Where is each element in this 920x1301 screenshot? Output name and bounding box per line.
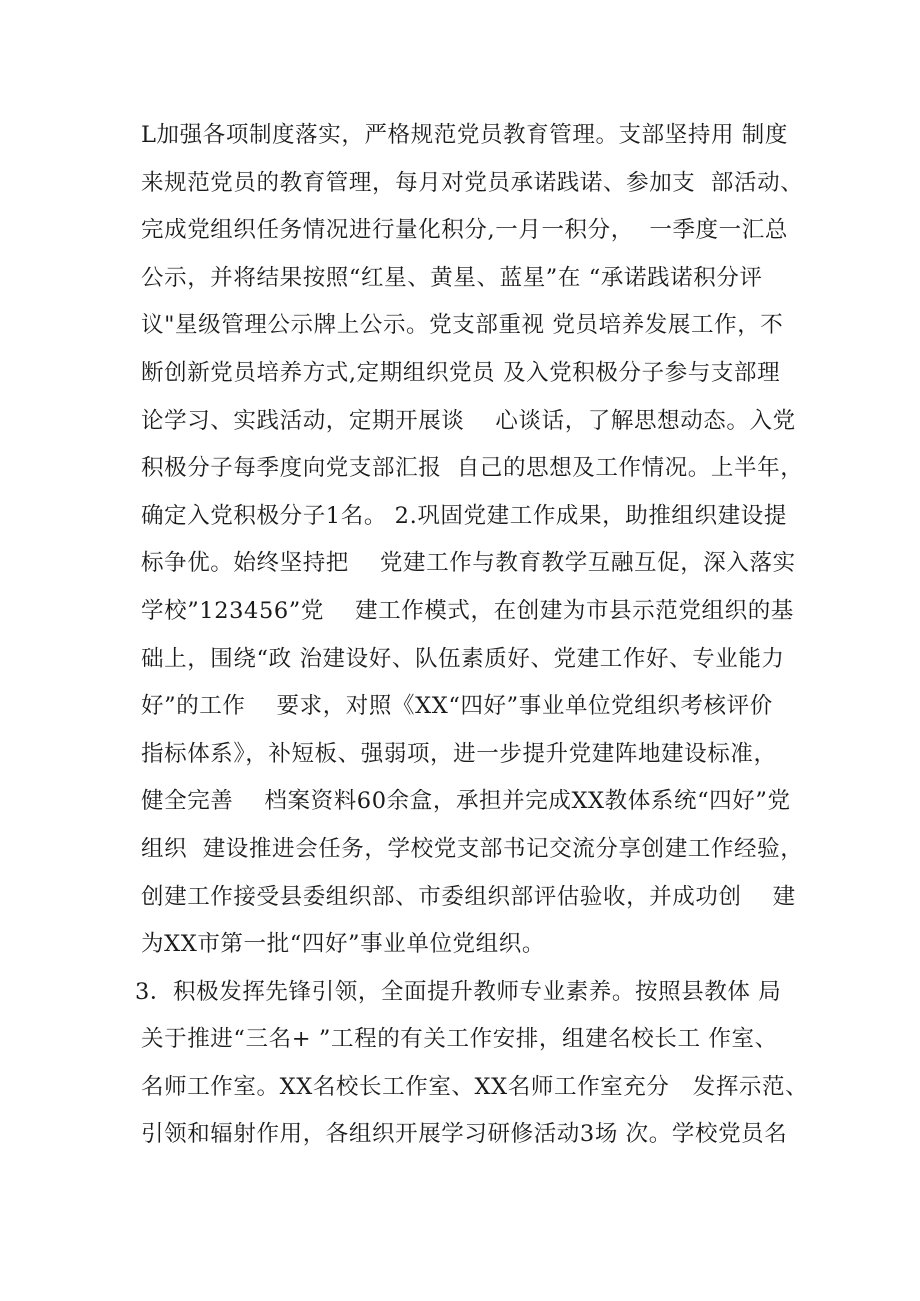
text-line: 引领和辐射作用，各组织开展学习研修活动3场 次。学校党员名 xyxy=(141,1121,788,1148)
text-line: 指标体系》，补短板、强弱项，进一步提升党建阵地建设标准， xyxy=(141,740,777,767)
text-line: 论学习、实践活动，定期开展谈 心谈话，了解思想动态。入党 xyxy=(141,407,796,434)
text-line: 础上，围绕“政 治建设好、队伍素质好、党建工作好、专业能力 xyxy=(141,645,785,672)
text-line: 学校”123456”党 建工作模式，在创建为市县示范党组织的基 xyxy=(141,597,794,624)
text-line: L加强各项制度落实，严格规范党员教育管理。支部坚持用 制度 xyxy=(141,122,788,148)
text-line: 健全完善 档案资料60余盒，承担并完成XX教体系统“四好”党 xyxy=(141,788,791,815)
text-line: 完成党组织任务情况进行量化积分,一月一积分， 一季度一汇总 xyxy=(141,217,788,244)
text-line: 创建工作接受县委组织部、市委组织部评估验收，并成功创 建 xyxy=(141,883,796,910)
text-line: 确定入党积极分子1名。 2.巩固党建工作成果，助推组织建设提 xyxy=(141,502,787,529)
text-line: 来规范党员的教育管理，每月对党员承诺践诺、参加支 部活动、 xyxy=(141,169,804,196)
text-line: 积极分子每季度向党支部汇报 自己的思想及工作情况。上半年， xyxy=(141,455,804,482)
text-line: 议"星级管理公示牌上公示。党支部重视 党员培养发展工作，不 xyxy=(141,312,784,339)
text-line: 名师工作室。XX名校长工作室、XX名师工作室充分 发挥示范、 xyxy=(141,1073,809,1100)
text-line: 好”的工作 要求，对照《XX“四好”事业单位党组织考核评价 xyxy=(141,693,773,720)
text-line: 标争优。始终坚持把 党建工作与教育教学互融互促，深入落实 xyxy=(141,550,796,577)
text-line: 为XX市第一批“四好”事业单位党组织。 xyxy=(141,931,545,958)
text-line: 3．积极发挥先锋引领，全面提升教师专业素养。按照县教体 局 xyxy=(135,978,782,1005)
text-line: 组织 建设推进会任务，学校党支部书记交流分享创建工作经验， xyxy=(141,835,804,862)
text-line: 公示，并将结果按照“红星、黄星、蓝星”在 “承诺践诺积分评 xyxy=(141,264,763,291)
body-text xyxy=(135,112,809,1159)
text-line: 断创新党员培养方式,定期组织党员 及入党积极分子参与支部理 xyxy=(141,359,781,386)
text-line: 关于推进“三名+ ”工程的有关工作安排，组建名校长工 作室、 xyxy=(141,1026,778,1053)
